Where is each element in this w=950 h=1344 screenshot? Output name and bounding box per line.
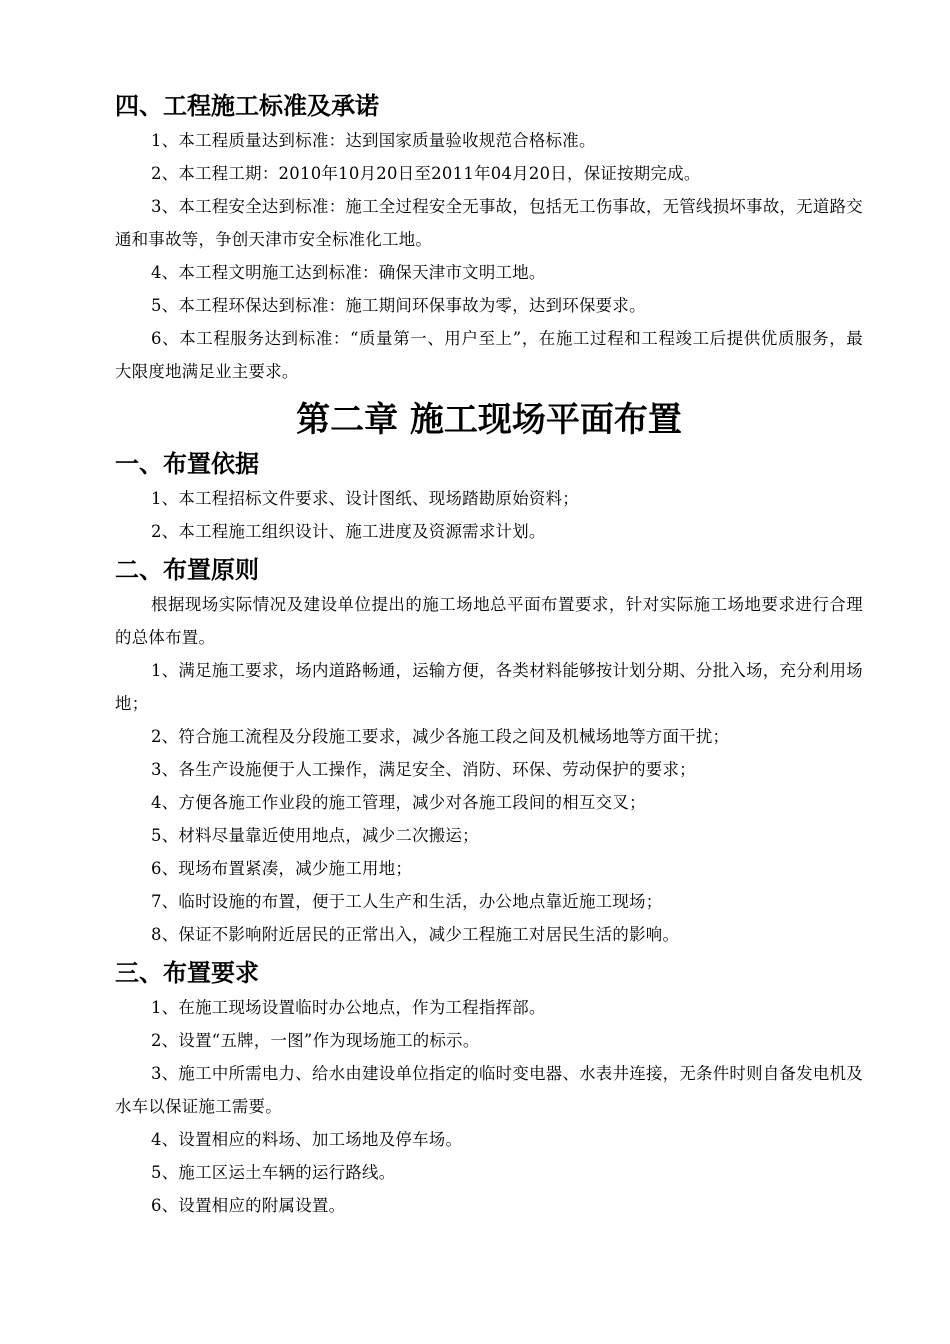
paragraph: 2、本工程工期：2010年10月20日至2011年04月20日，保证按期完成。 — [151, 164, 701, 183]
section-heading-basis: 一、布置依据 — [115, 450, 259, 478]
paragraph: 1、本工程招标文件要求、设计图纸、现场踏勘原始资料； — [151, 489, 579, 508]
paragraph: 5、材料尽量靠近使用地点，减少二次搬运； — [151, 826, 479, 845]
paragraph: 5、施工区运土车辆的运行路线。 — [151, 1163, 396, 1182]
section-heading-principles: 二、布置原则 — [115, 556, 259, 584]
paragraph: 2、符合施工流程及分段施工要求，减少各施工段之间及机械场地等方面干扰； — [151, 727, 730, 746]
section-heading-requirements: 三、布置要求 — [115, 959, 259, 987]
paragraph: 3、施工中所需电力、给水由建设单位指定的临时变电器、水表井连接，无条件时则自备发电机及水车以保证施工需要。 — [115, 1064, 863, 1116]
paragraph: 3、各生产设施便于人工操作，满足安全、消防、环保、劳动保护的要求； — [151, 760, 696, 779]
paragraph: 6、设置相应的附属设置。 — [151, 1196, 346, 1215]
chapter-title: 第二章 施工现场平面布置 — [296, 400, 682, 440]
paragraph: 1、满足施工要求，场内道路畅通，运输方便，各类材料能够按计划分期、分批入场，充分利用场地； — [115, 661, 863, 713]
paragraph: 1、本工程质量达到标准：达到国家质量验收规范合格标准。 — [151, 131, 596, 150]
paragraph: 6、本工程服务达到标准：“质量第一、用户至上”，在施工过程和工程竣工后提供优质服务，最大限度地满足业主要求。 — [115, 329, 863, 381]
paragraph: 2、设置“五牌，一图”作为现场施工的标示。 — [151, 1031, 480, 1050]
paragraph: 3、本工程安全达到标准：施工全过程安全无事故，包括无工伤事故，无管线损坏事故，无道路交通和事故等，争创天津市安全标准化工地。 — [115, 197, 863, 249]
paragraph: 根据现场实际情况及建设单位提出的施工场地总平面布置要求，针对实际施工场地要求进行合理的总体布置。 — [115, 595, 863, 647]
paragraph: 8、保证不影响附近居民的正常出入，减少工程施工对居民生活的影响。 — [151, 925, 680, 944]
paragraph: 5、本工程环保达到标准：施工期间环保事故为零，达到环保要求。 — [151, 296, 646, 315]
paragraph: 2、本工程施工组织设计、施工进度及资源需求计划。 — [151, 522, 546, 541]
paragraph: 4、本工程文明施工达到标准：确保天津市文明工地。 — [151, 263, 546, 282]
section-heading-standards: 四、工程施工标准及承诺 — [115, 92, 379, 120]
paragraph: 4、方便各施工作业段的施工管理，减少对各施工段间的相互交叉； — [151, 793, 646, 812]
paragraph: 6、现场布置紧凑，减少施工用地； — [151, 859, 413, 878]
document-page — [115, 88, 863, 1222]
paragraph: 4、设置相应的料场、加工场地及停车场。 — [151, 1130, 463, 1149]
paragraph: 7、临时设施的布置，便于工人生产和生活，办公地点靠近施工现场； — [151, 892, 663, 911]
paragraph: 1、在施工现场设置临时办公地点，作为工程指挥部。 — [151, 998, 546, 1017]
